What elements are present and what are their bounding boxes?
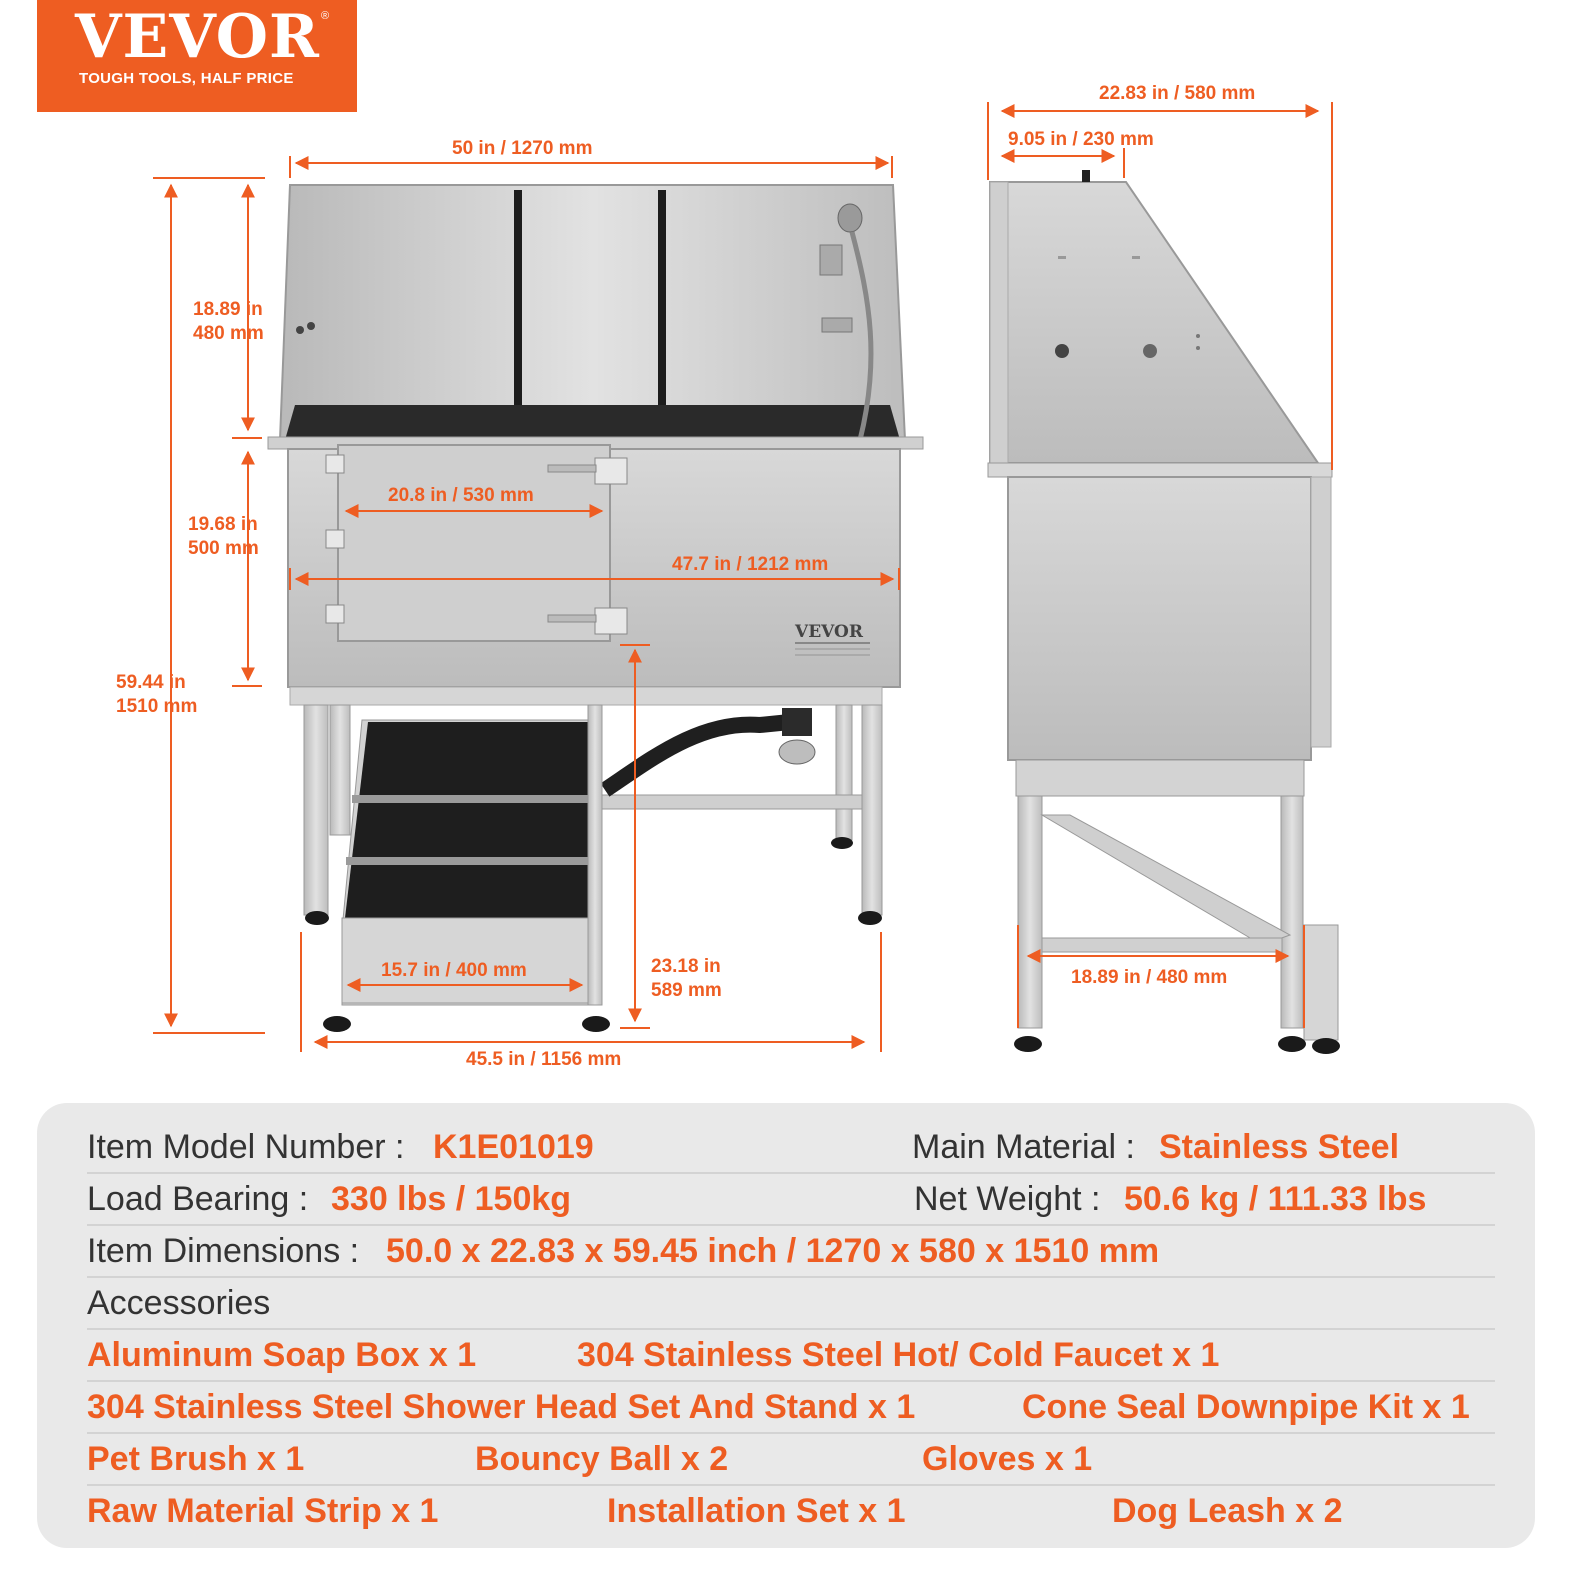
dims-label: Item Dimensions : — [87, 1232, 360, 1270]
dim-side-leg-depth: 18.89 in / 480 mm — [1071, 967, 1228, 988]
spec-row-accessories — [87, 1276, 1495, 1330]
dim-cabinet-height-in: 19.68 in — [188, 514, 258, 535]
dim-side-depth: 22.83 in / 580 mm — [1099, 83, 1256, 104]
accessory-item: Aluminum Soap Box x 1 — [87, 1336, 477, 1374]
spec-row-dimensions — [87, 1224, 1495, 1278]
model-label: Item Model Number : — [87, 1128, 405, 1166]
accessory-row-1 — [87, 1328, 1495, 1382]
accessory-item: Pet Brush x 1 — [87, 1440, 305, 1478]
dims-value: 50.0 x 22.83 x 59.45 inch / 1270 x 580 x 1510 mm — [386, 1232, 1160, 1270]
load-label: Load Bearing : — [87, 1180, 309, 1218]
dim-base-width: 45.5 in / 1156 mm — [466, 1049, 622, 1070]
accessory-item: Installation Set x 1 — [607, 1492, 906, 1530]
load-value: 330 lbs / 150kg — [331, 1180, 572, 1218]
side-view — [988, 170, 1340, 1054]
registered-mark: ® — [321, 10, 330, 22]
logo-wordmark: VEVOR — [75, 2, 320, 72]
accessory-item: Cone Seal Downpipe Kit x 1 — [1022, 1388, 1470, 1426]
accessory-row-2 — [87, 1380, 1495, 1434]
weight-value: 50.6 kg / 111.33 lbs — [1124, 1180, 1427, 1218]
dim-leg-height-mm: 589 mm — [651, 980, 722, 1001]
dim-leg-height-in: 23.18 in — [651, 956, 721, 977]
accessories-label: Accessories — [87, 1284, 271, 1322]
accessory-row-4 — [87, 1484, 1495, 1536]
spec-row-load — [87, 1172, 1495, 1226]
dim-inner-width: 47.7 in / 1212 mm — [672, 554, 829, 575]
accessory-item: 304 Stainless Steel Hot/ Cold Faucet x 1 — [577, 1336, 1220, 1374]
material-value: Stainless Steel — [1159, 1128, 1400, 1166]
dim-tub-height-mm: 480 mm — [193, 323, 264, 344]
product-badge: VEVOR — [795, 622, 863, 642]
dim-door-width: 20.8 in / 530 mm — [388, 485, 534, 506]
accessory-item: Raw Material Strip x 1 — [87, 1492, 439, 1530]
accessory-row-3 — [87, 1432, 1495, 1486]
dim-ramp-width: 15.7 in / 400 mm — [381, 960, 527, 981]
material-label: Main Material : — [912, 1128, 1135, 1166]
dim-side-top-depth: 9.05 in / 230 mm — [1008, 129, 1154, 150]
logo-tagline: TOUGH TOOLS, HALF PRICE — [79, 70, 294, 87]
dim-top-width: 50 in / 1270 mm — [452, 138, 593, 159]
accessory-item: Gloves x 1 — [922, 1440, 1093, 1478]
accessory-item: Bouncy Ball x 2 — [475, 1440, 729, 1478]
accessory-item: 304 Stainless Steel Shower Head Set And Stand x 1 — [87, 1388, 916, 1426]
dim-total-height-mm: 1510 mm — [116, 696, 198, 717]
dim-total-height-in: 59.44 in — [116, 672, 186, 693]
spec-panel — [37, 1103, 1535, 1548]
spec-row-model — [87, 1120, 1495, 1174]
accessory-item: Dog Leash x 2 — [1112, 1492, 1343, 1530]
weight-label: Net Weight : — [914, 1180, 1101, 1218]
model-value: K1E01019 — [433, 1128, 594, 1166]
dim-cabinet-height-mm: 500 mm — [188, 538, 259, 559]
dim-tub-height-in: 18.89 in — [193, 299, 263, 320]
